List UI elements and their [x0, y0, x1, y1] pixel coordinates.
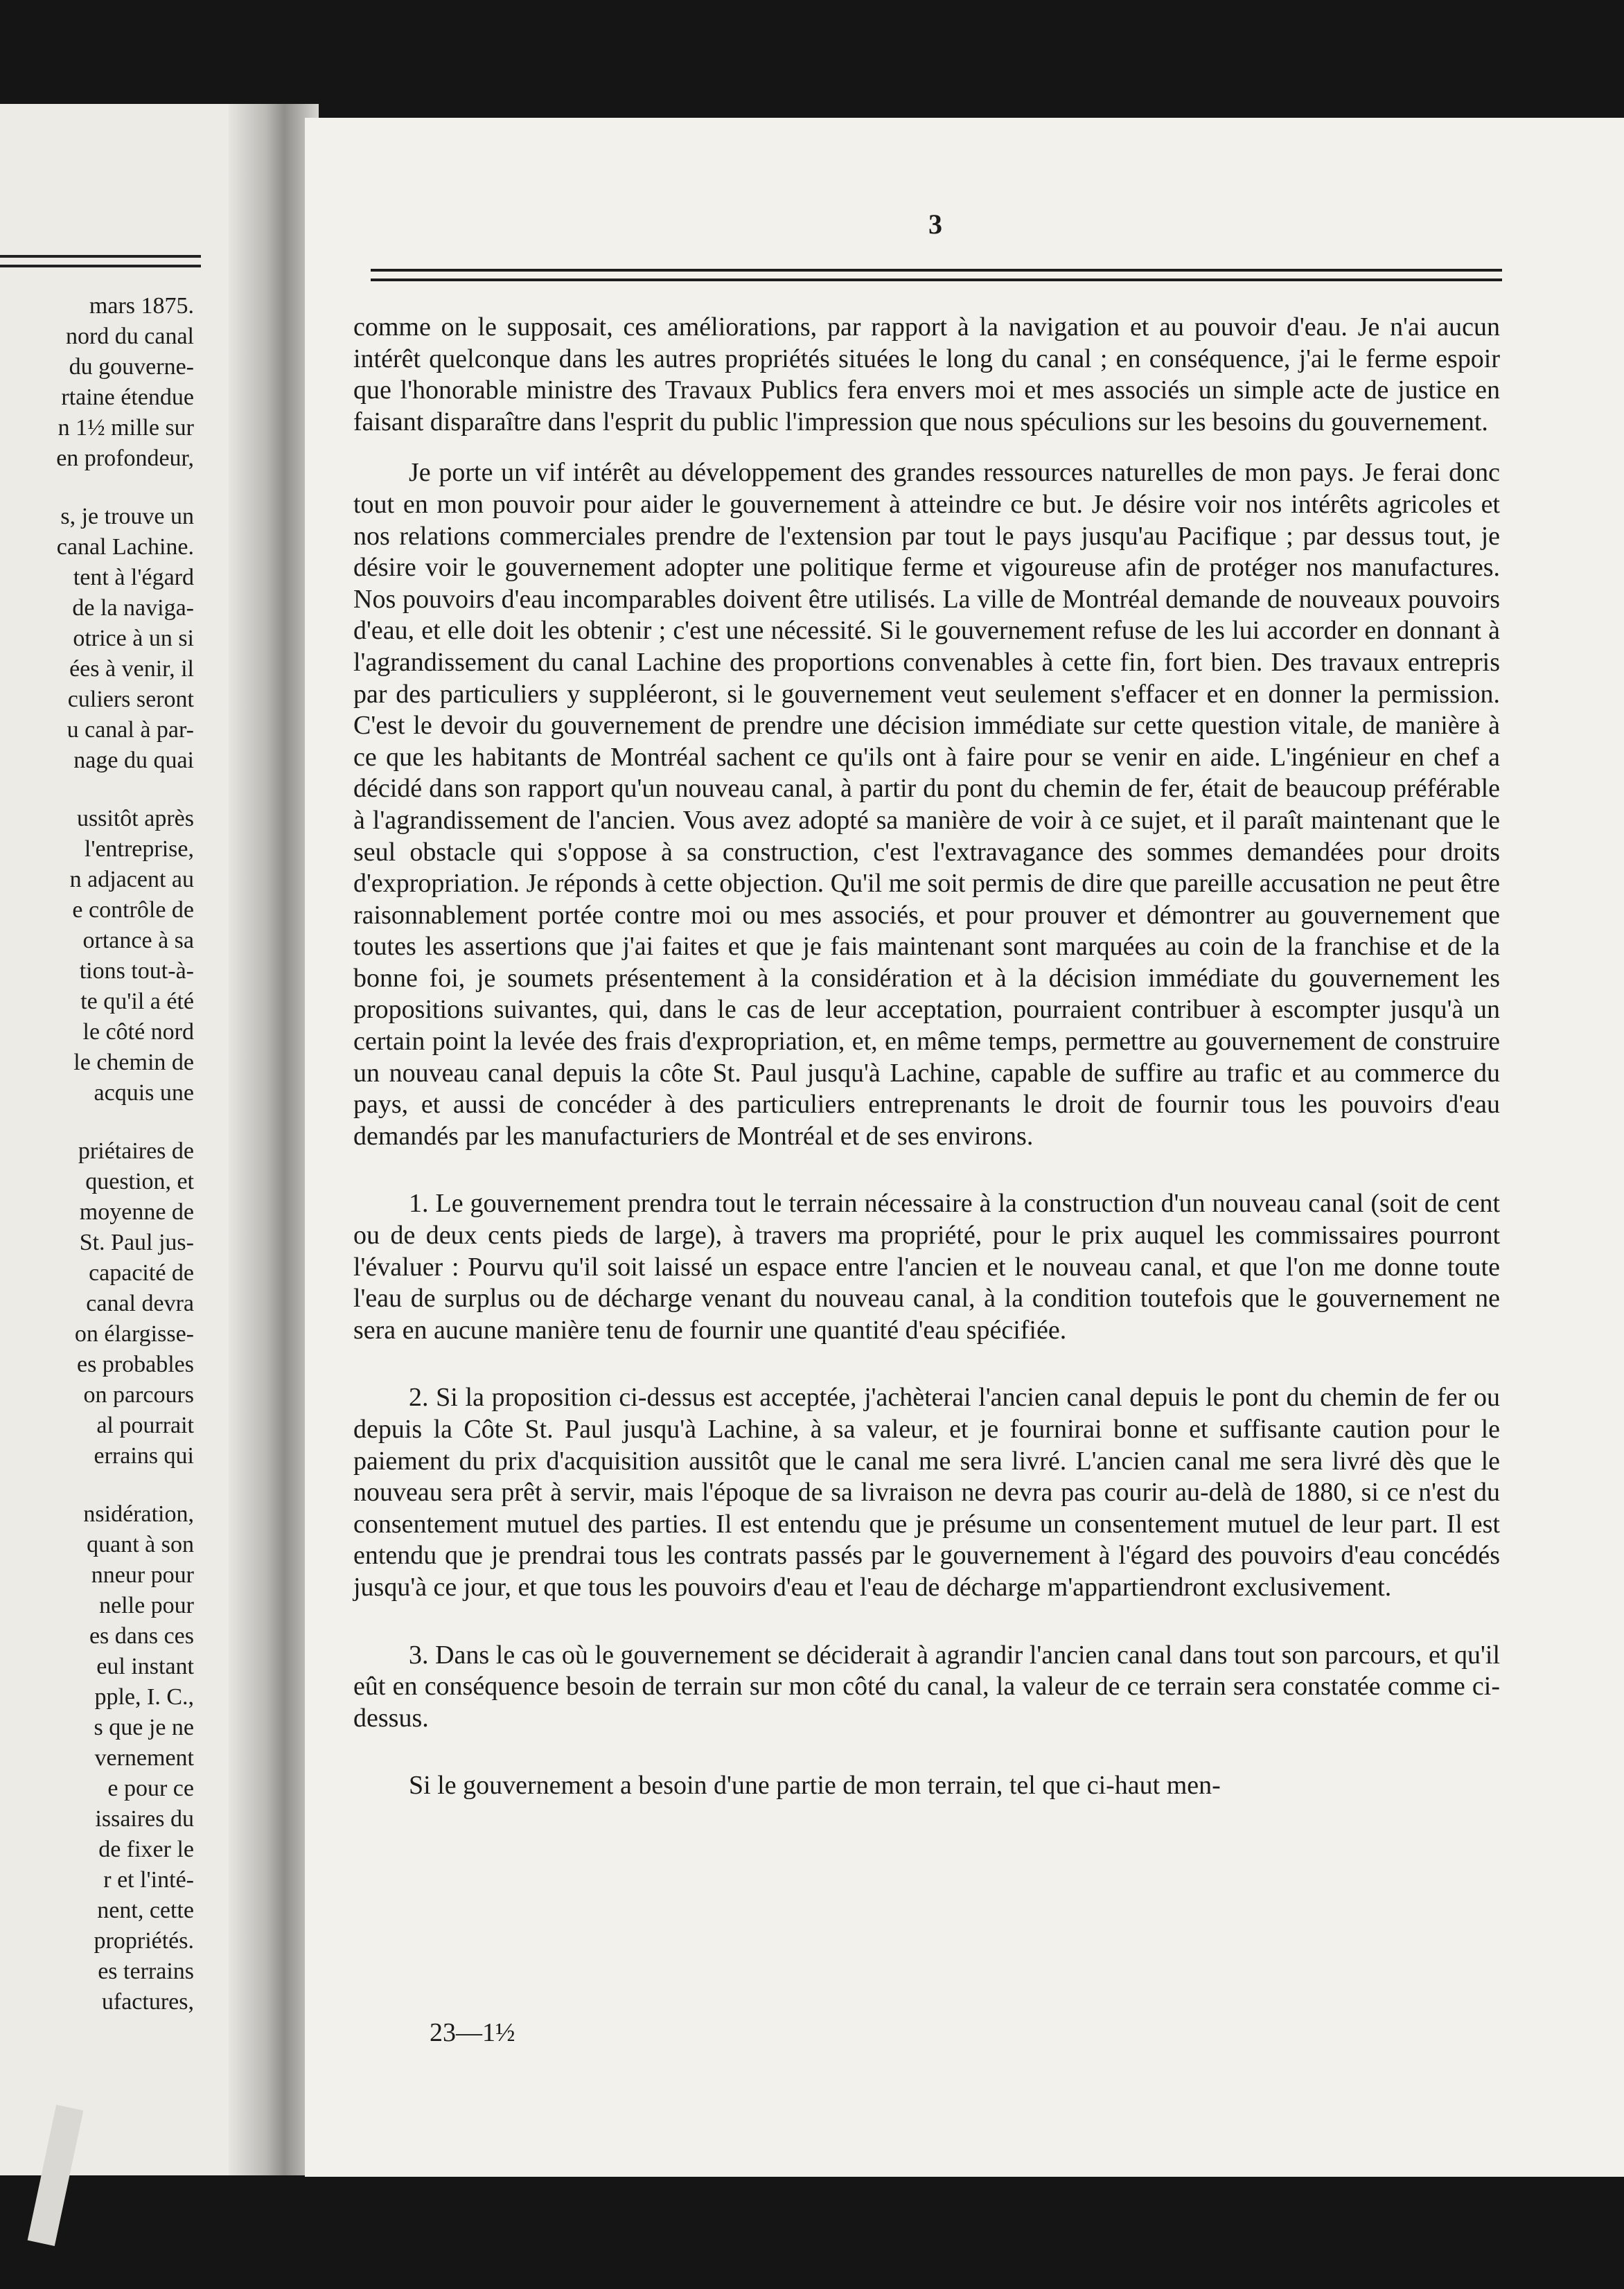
- left-page-rule-top: [0, 255, 201, 258]
- left-page-line: moyenne de: [79, 1199, 194, 1225]
- left-page-line: en profondeur,: [56, 445, 194, 471]
- left-page-line: ussitôt après: [76, 806, 194, 831]
- left-page-line: ufactures,: [101, 1989, 194, 2015]
- left-page-line: otrice à un si: [73, 626, 194, 651]
- left-page-line: canal devra: [86, 1291, 194, 1316]
- left-page-line: capacité de: [89, 1260, 194, 1286]
- signature-mark: 23—1½: [430, 2018, 515, 2047]
- left-page-line: issaires du: [95, 1806, 194, 1832]
- left-page-line: question, et: [85, 1169, 194, 1194]
- left-page-line: es dans ces: [89, 1623, 194, 1649]
- left-page-line: ées à venir, il: [69, 656, 194, 682]
- left-page-line: culiers seront: [67, 687, 194, 712]
- left-page-rule-bottom: [0, 265, 201, 267]
- left-page-line: du gouverne-: [69, 354, 194, 380]
- left-page-line: nsidération,: [83, 1501, 194, 1527]
- left-page-line: u canal à par-: [67, 717, 194, 743]
- left-page-line: al pourrait: [96, 1413, 194, 1438]
- header-double-rule: [371, 269, 1502, 281]
- right-page: [305, 118, 1624, 2177]
- left-page-line: nord du canal: [65, 324, 194, 349]
- paragraph-proposal-3: 3. Dans le cas où le gouvernement se déciderait à agrandir l'ancien canal dans tout son parcours, et qu'il eût en conséquence besoin de terrain sur mon côté du canal, la valeur de ce terrain sera constatée comme ci-dessus.: [353, 1640, 1500, 1733]
- left-line-gap: [0, 1472, 194, 1499]
- left-page-line: nneur pour: [91, 1562, 194, 1588]
- left-page-line: de fixer le: [98, 1837, 194, 1862]
- body-text: [353, 312, 1500, 1802]
- left-page-line: n adjacent au: [69, 867, 194, 892]
- left-page-line: quant à son: [87, 1532, 194, 1557]
- left-page-line: on élargisse-: [74, 1321, 194, 1347]
- left-page-line: St. Paul jus-: [79, 1230, 194, 1255]
- left-page-line: on parcours: [83, 1382, 194, 1408]
- left-line-gap: [0, 1108, 194, 1136]
- left-page-line: l'entreprise,: [84, 836, 194, 862]
- left-page-line: canal Lachine.: [56, 534, 194, 560]
- left-page-text: [0, 291, 194, 2017]
- left-page-line: ortance à sa: [82, 928, 194, 953]
- left-page-line: mars 1875.: [89, 293, 194, 319]
- left-page-line: acquis une: [94, 1080, 194, 1106]
- left-line-gap: [0, 776, 194, 804]
- left-page-line: nelle pour: [99, 1593, 194, 1618]
- left-page-line: rtaine étendue: [61, 385, 194, 410]
- left-page-line: pple, I. C.,: [94, 1684, 194, 1710]
- left-page-line: es probables: [76, 1352, 194, 1377]
- left-page-line: n 1½ mille sur: [58, 415, 194, 441]
- paragraph-proposal-1: 1. Le gouvernement prendra tout le terrain nécessaire à la construction d'un nouveau canal (soit de cent ou de deux cents pieds de large), à travers ma propriété, pour le prix auquel les commissaires pourront l'évaluer : Pourvu qu'il soit laissé un espace entre l'ancien et le nouveau canal, et que l'on me donne toute l'eau de surplus ou de décharge venant du nouveau canal, à la condition toutefois que le gouvernement ne sera en aucune manière tenu de fournir une quantité d'eau spécifiée.: [353, 1189, 1500, 1345]
- left-page-line: eul instant: [96, 1654, 194, 1679]
- left-page-line: s que je ne: [94, 1715, 194, 1740]
- left-page-line: errains qui: [94, 1443, 194, 1469]
- left-page-line: nage du quai: [73, 748, 194, 773]
- paragraph-continuation: comme on le supposait, ces améliorations, par rapport à la navigation et au pouvoir d'eau. Je n'ai aucun intérêt quelconque dans les autres propriétés situées le long du canal ; en conséquence, j'ai le ferme espoir que l'honorable ministre des Travaux Publics fera envers moi et mes associés un simple acte de justice en faisant disparaître dans l'esprit du public l'impression que nous spéculions sur les besoins du gouvernement.: [353, 312, 1500, 436]
- left-line-gap: [0, 474, 194, 502]
- left-page-line: le chemin de: [73, 1050, 194, 1075]
- left-page-line: e pour ce: [107, 1776, 194, 1801]
- left-page-line: tions tout-à-: [79, 958, 194, 984]
- left-page-line: nent, cette: [97, 1898, 194, 1923]
- left-page-line: tent à l'égard: [73, 565, 194, 590]
- paragraph-proposal-2: 2. Si la proposition ci-dessus est acceptée, j'achèterai l'ancien canal depuis le pont du chemin de fer ou depuis la Côte St. Paul jusqu'à Lachine, à sa valeur, et je fournirai bonne et suffisante caution pour le paiement du prix d'acquisition aussitôt que le canal me sera livré. L'ancien canal me sera livré dès que le nouveau sera prêt à servir, mais l'époque de sa livraison ne devra pas courir au-delà de 1880, si ce n'est du consentement mutuel des parties. Il est entendu que je présume un consentement mutuel de leur part. Il est entendu que je prendrai tous les contrats passés par le gouvernement à l'égard des pouvoirs d'eau concédés jusqu'à ce jour, et que tous les pouvoirs d'eau et l'eau de décharge m'appartiendront exclusivement.: [353, 1383, 1500, 1602]
- left-page-line: r et l'inté-: [103, 1867, 194, 1893]
- paragraph-interest: Je porte un vif intérêt au développement des grandes ressources naturelles de mon pays. Je ferai donc tout en mon pouvoir pour aider le gouvernement à atteindre ce but. Je désire voir nos intérêts agricoles et nos relations commerciales prendre de l'extension par tout le pays jusqu'au Pacifique ; par dessus tout, je désire voir le gouvernement adopter une politique ferme et vigoureuse afin de protéger nos manufactures. Nos pouvoirs d'eau incomparables doivent être utilisés. La ville de Montréal demande de nouveaux pouvoirs d'eau, et elle doit les obtenir ; c'est une nécessité. Si le gouvernement refuse de les lui accorder en donnant à l'agrandissement du canal Lachine des proportions convenables à cette fin, fort bien. Des travaux entrepris par des particuliers y suppléeront, si le gouvernement veut seulement s'effacer et en donner la permission. C'est le devoir du gouvernement de prendre une décision immédiate sur cette question vitale, de manière à ce que les habitants de Montréal sachent ce qu'ils ont à faire pour se venir en aide. L'ingénieur en chef a décidé dans son rapport qu'un nouveau canal, à partir du pont du chemin de fer, était de beaucoup préférable à l'agrandissement de l'ancien. Vous avez adopté sa manière de voir à ce sujet, et il paraît maintenant que le seul obstacle qui s'oppose à sa construction, c'est l'extravagance des sommes demandées pour droits d'expropriation. Je réponds à cette objection. Qu'il me soit permis de dire que pareille accusation ne peut être raisonnablement portée contre moi ou mes associés, et pour prouver et démontrer au gouvernement que toutes les assertions que j'ai faites et que je fais maintenant sont marquées au coin de la franchise et de la bonne foi, je soumets présentement à la considération et à la décision immédiate du gouvernement les propositions suivantes, qui, dans le cas de leur acceptation, pourraient contribuer à escompter jusqu'à un certain point la levée des frais d'expropriation, et, en même temps, permettre au gouvernement de construire un nouveau canal depuis la côte St. Paul jusqu'à Lachine, capable de suffire au trafic et au commerce du pays, et aussi de concéder à des particuliers entreprenants le droit de fournir tous les pouvoirs d'eau demandés par les manufacturiers de Montréal et de ses environs.: [353, 458, 1500, 1151]
- left-page-line: le côté nord: [82, 1019, 194, 1045]
- left-page-line: s, je trouve un: [60, 504, 194, 529]
- left-page-line: e contrôle de: [72, 897, 194, 923]
- left-page-line: propriétés.: [94, 1928, 194, 1954]
- left-page-line: de la naviga-: [72, 595, 194, 621]
- paragraph-final: Si le gouvernement a besoin d'une partie de mon terrain, tel que ci-haut men-: [409, 1771, 1221, 1801]
- left-page-line: te qu'il a été: [80, 989, 194, 1014]
- left-page-line: vernement: [94, 1745, 194, 1771]
- left-page-line: es terrains: [98, 1959, 194, 1984]
- left-page-line: priétaires de: [78, 1138, 194, 1164]
- page-number: 3: [928, 209, 942, 240]
